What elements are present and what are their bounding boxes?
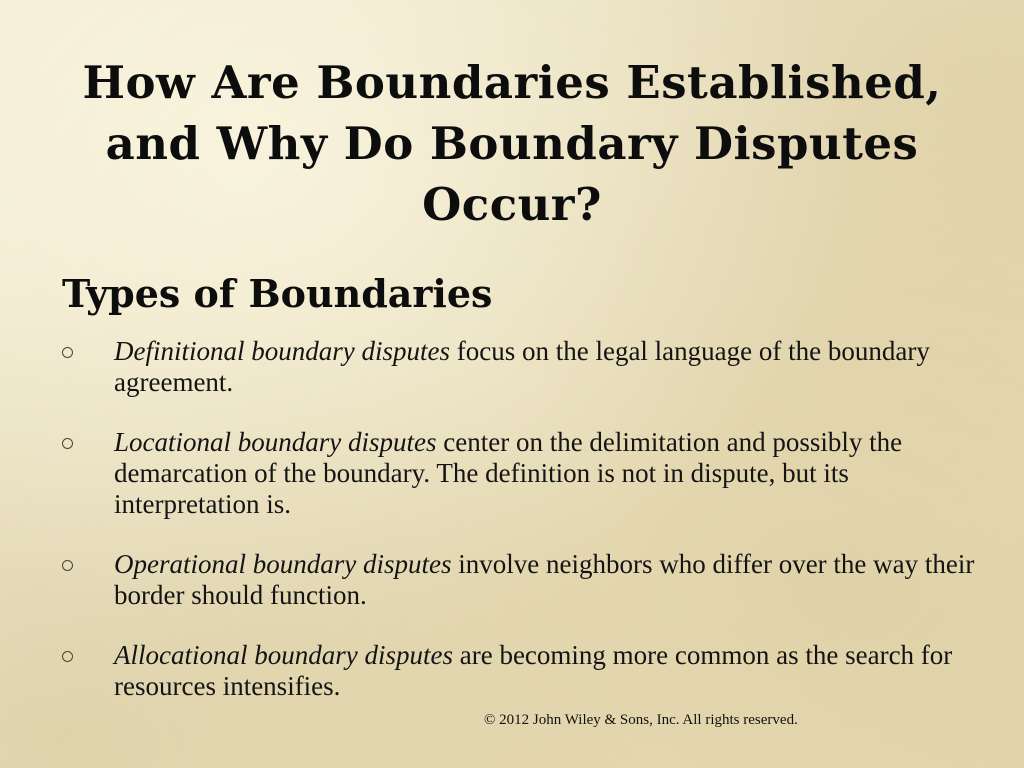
bullet-term: Operational boundary disputes xyxy=(114,549,452,579)
bullet-text: center on the delimitation and possibly the demarcation of the boundary. The definition is not in dispute, but its interpretation is. xyxy=(114,427,903,519)
bullet-term: Locational boundary disputes xyxy=(114,427,437,457)
bullet-item-allocational xyxy=(62,640,982,702)
bullet-term: Allocational boundary disputes xyxy=(114,640,453,670)
bullet-text: focus on the legal language of the boundary agreement. xyxy=(114,336,930,397)
bullet-item-locational xyxy=(62,427,982,520)
hollow-circle-icon xyxy=(62,347,73,358)
bullet-term: Definitional boundary disputes xyxy=(114,336,450,366)
bullet-item-operational xyxy=(62,549,982,611)
hollow-circle-icon xyxy=(62,560,73,571)
bullet-list xyxy=(62,336,982,731)
hollow-circle-icon xyxy=(62,438,73,449)
copyright-footer: © 2012 John Wiley & Sons, Inc. All rights reserved. xyxy=(484,712,798,728)
slide-subtitle: Types of Boundaries xyxy=(62,271,493,316)
hollow-circle-icon xyxy=(62,651,73,662)
bullet-text: involve neighbors who differ over the way their border should function. xyxy=(114,549,975,610)
bullet-text: are becoming more common as the search for resources intensifies. xyxy=(114,640,953,701)
slide-title: How Are Boundaries Established, and Why Do Boundary Disputes Occur? xyxy=(82,56,942,231)
bullet-item-definitional xyxy=(62,336,982,398)
